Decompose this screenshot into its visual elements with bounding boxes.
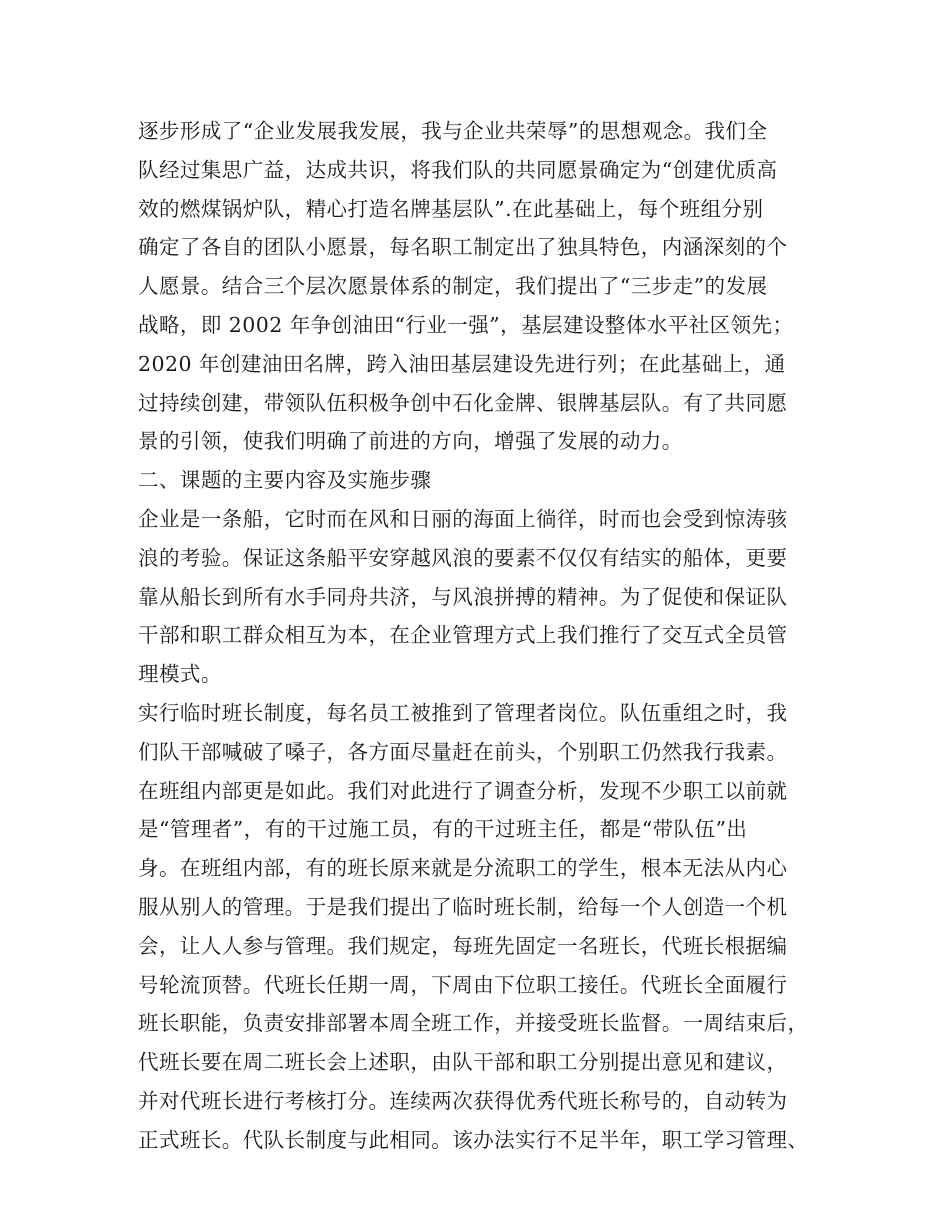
text-line: 并对代班长进行考核打分。连续两次获得优秀代班长称号的，自动转为	[138, 1088, 788, 1113]
text-line: 人愿景。结合三个层次愿景体系的制定，我们提出了“三步走”的发展	[138, 274, 768, 299]
text-line: 2020 年创建油田名牌，跨入油田基层建设先进行列；在此基础上，通	[138, 351, 786, 376]
text-line: 号轮流顶替。代班长任期一周，下周由下位职工接任。代班长全面履行	[138, 972, 788, 997]
text-line: 是“管理者”，有的干过施工员，有的干过班主任，都是“带队伍”出	[138, 817, 748, 842]
text-line: 战略，即 2002 年争创油田“行业一强”，基层建设整体水平社区领先；	[138, 312, 794, 337]
section-heading: 二、课题的主要内容及实施步骤	[138, 468, 432, 493]
text-line: 企业是一条船，它时而在风和日丽的海面上徜徉，时而也会受到惊涛骇	[138, 506, 788, 531]
text-line: 队经过集思广益，达成共识，将我们队的共同愿景确定为“创建优质高	[138, 157, 778, 182]
text-line: 靠从船长到所有水手同舟共济，与风浪拼搏的精神。为了促使和保证队	[138, 584, 788, 609]
text-line: 理模式。	[138, 662, 222, 687]
text-line: 们队干部喊破了嗓子，各方面尽量赶在前头，个别职工仍然我行我素。	[138, 739, 788, 764]
text-line: 确定了各自的团队小愿景，每名职工制定出了独具特色，内涵深刻的个	[138, 235, 788, 260]
text-line: 在班组内部更是如此。我们对此进行了调查分析，发现不少职工以前就	[138, 778, 788, 803]
document-body	[138, 112, 828, 1160]
text-line: 逐步形成了“企业发展我发展，我与企业共荣辱”的思想观念。我们全	[138, 119, 768, 143]
text-line: 身。在班组内部，有的班长原来就是分流职工的学生，根本无法从内心	[138, 856, 788, 881]
text-line: 景的引领，使我们明确了前进的方向，增强了发展的动力。	[138, 429, 683, 454]
text-line: 干部和职工群众相互为本，在企业管理方式上我们推行了交互式全员管	[138, 623, 788, 648]
text-line: 正式班长。代队长制度与此相同。该办法实行不足半年，职工学习管理、	[138, 1127, 809, 1152]
text-line: 浪的考验。保证这条船平安穿越风浪的要素不仅仅有结实的船体，更要	[138, 545, 788, 570]
text-line: 服从别人的管理。于是我们提出了临时班长制，给每一个人创造一个机	[138, 894, 788, 919]
text-line: 过持续创建，带领队伍积极争创中石化金牌、银牌基层队。有了共同愿	[138, 390, 788, 415]
text-line: 班长职能，负责安排部署本周全班工作，并接受班长监督。一周结束后，	[138, 1011, 809, 1036]
text-line: 实行临时班长制度，每名员工被推到了管理者岗位。队伍重组之时，我	[138, 700, 788, 725]
text-line: 会，让人人参与管理。我们规定，每班先固定一名班长，代班长根据编	[138, 933, 788, 958]
text-line: 效的燃煤锅炉队，精心打造名牌基层队”.在此基础上，每个班组分别	[138, 196, 764, 221]
text-line: 代班长要在周二班长会上述职，由队干部和职工分别提出意见和建议，	[138, 1050, 788, 1075]
